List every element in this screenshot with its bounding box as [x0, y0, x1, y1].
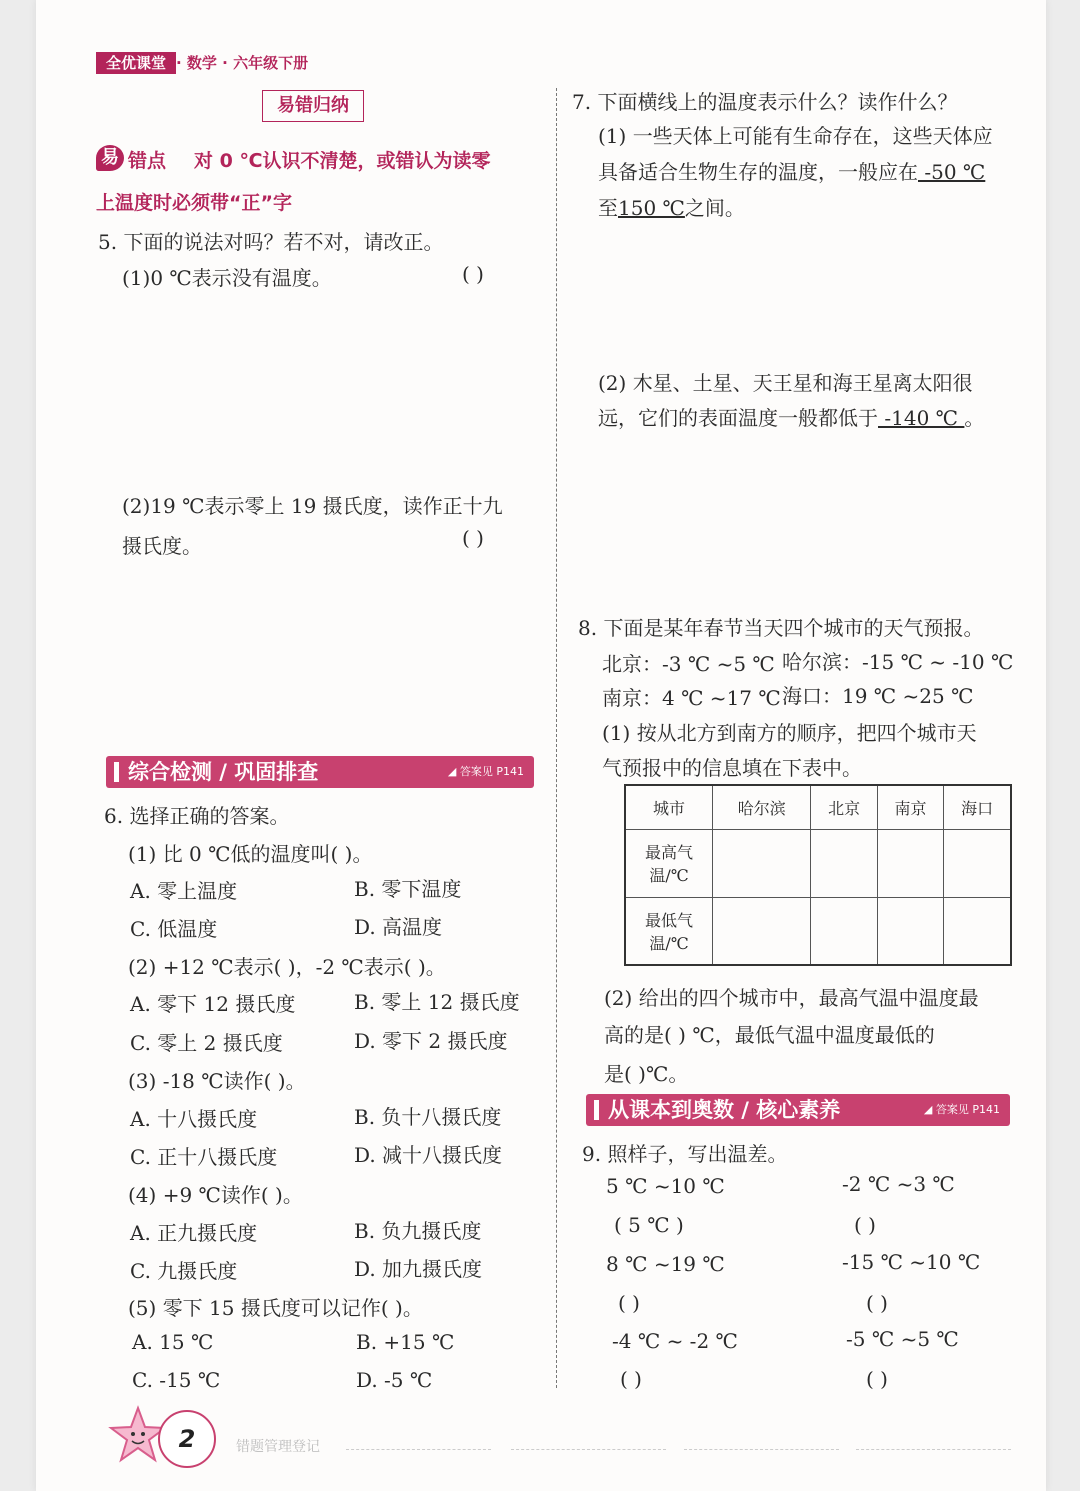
q7-part2-line2 [598, 402, 984, 431]
q5-part1-answer[interactable]: ( ) [462, 262, 484, 286]
error-badge-icon: 易 [96, 145, 124, 171]
q9-range-5: -4 ℃ ~ -2 ℃ [612, 1329, 738, 1353]
q7-part1-value1: -50 ℃ [918, 160, 986, 184]
table-cell-min-nanjing[interactable] [877, 897, 943, 965]
q6-2-stem: (2) +12 ℃表示( )，-2 ℃表示( )。 [128, 955, 446, 979]
table-row-min-label [625, 897, 713, 965]
q8-part2-line2[interactable]: 高的是( ) ℃，最低气温中温度最低的 [604, 1023, 935, 1047]
q6-2-option-d[interactable]: D. 零下 2 摄氏度 [354, 1029, 508, 1053]
table-cell-min-haikou[interactable] [944, 897, 1011, 965]
q7-part1-line3 [598, 192, 745, 221]
q7-part1-line1: (1) 一些天体上可能有生命存在，这些天体应 [598, 124, 993, 148]
q8-nanjing: 南京：4 ℃ ~17 ℃ [602, 686, 781, 710]
q9-answer-5[interactable]: ( ) [620, 1367, 642, 1391]
banner-review-answer-ref: ◢ 答案见 P141 [447, 765, 524, 778]
min-label-line1: 最低气 [644, 910, 693, 930]
table-header-beijing: 北京 [811, 785, 877, 829]
register-line [684, 1449, 839, 1450]
weather-table [624, 784, 1012, 966]
table-header-harbin: 哈尔滨 [713, 785, 811, 829]
q5-title: 5. 下面的说法对吗？若不对，请改正。 [98, 230, 444, 254]
q6-1-option-a[interactable]: A. 零上温度 [130, 879, 238, 903]
q7-part2-end: 。 [964, 406, 985, 430]
register-line [511, 1449, 666, 1450]
q9-answer-2[interactable]: ( ) [854, 1213, 876, 1237]
q8-part1-line1: (1) 按从北方到南方的顺序，把四个城市天 [602, 721, 977, 745]
banner-core [586, 1094, 1010, 1126]
q6-5-option-d[interactable]: D. -5 ℃ [356, 1368, 433, 1392]
q5-part2-answer[interactable]: ( ) [462, 526, 484, 550]
q9-range-2: -2 ℃ ~3 ℃ [842, 1172, 955, 1196]
q9-title: 9. 照样子，写出温差。 [582, 1142, 788, 1166]
q8-beijing: 北京：-3 ℃ ~5 ℃ [602, 652, 775, 676]
q6-1-option-d[interactable]: D. 高温度 [354, 915, 443, 939]
table-cell-max-nanjing[interactable] [877, 829, 943, 897]
q9-answer-1: ( 5 ℃ ) [614, 1213, 684, 1237]
q6-4-option-d[interactable]: D. 加九摄氏度 [354, 1257, 483, 1281]
table-cell-min-harbin[interactable] [713, 897, 811, 965]
table-header-nanjing: 南京 [877, 785, 943, 829]
series-logo: 全优课堂 [96, 52, 176, 74]
q6-4-option-c[interactable]: C. 九摄氏度 [130, 1259, 238, 1283]
q6-title: 6. 选择正确的答案。 [104, 804, 290, 828]
q9-range-1: 5 ℃ ~10 ℃ [606, 1174, 725, 1198]
error-register-label: 错题管理登记 [236, 1439, 320, 1455]
q6-3-option-a[interactable]: A. 十八摄氏度 [130, 1107, 258, 1131]
q6-2-option-b[interactable]: B. 零上 12 摄氏度 [354, 990, 520, 1014]
q6-3-option-b[interactable]: B. 负十八摄氏度 [354, 1105, 502, 1129]
q6-4-option-a[interactable]: A. 正九摄氏度 [130, 1221, 258, 1245]
q6-4-stem: (4) +9 ℃读作( )。 [128, 1183, 303, 1207]
q7-part2-line1: (2) 木星、土星、天王星和海王星离太阳很 [598, 371, 973, 395]
max-label-line1: 最高气 [644, 843, 693, 862]
table-cell-max-haikou[interactable] [944, 829, 1011, 897]
q6-3-option-d[interactable]: D. 减十八摄氏度 [354, 1143, 503, 1167]
subject-title: · 数学 · 六年级下册 [176, 54, 309, 72]
q6-2-option-a[interactable]: A. 零下 12 摄氏度 [130, 992, 296, 1016]
q6-3-option-c[interactable]: C. 正十八摄氏度 [130, 1145, 278, 1169]
q7-part2-text: 远，它们的表面温度一般都低于 [598, 406, 878, 430]
q5-part2-line1: (2)19 ℃表示零上 19 摄氏度，读作正十九 [122, 494, 503, 518]
table-cell-max-beijing[interactable] [811, 829, 877, 897]
register-line [346, 1449, 491, 1450]
q6-2-option-c[interactable]: C. 零上 2 摄氏度 [130, 1031, 283, 1055]
q7-title: 7. 下面横线上的温度表示什么？读作什么？ [572, 90, 958, 114]
page-number: 2 [158, 1410, 216, 1468]
banner-core-answer-ref: ◢ 答案见 P141 [923, 1103, 1000, 1116]
table-header-haikou: 海口 [944, 785, 1011, 829]
q7-part1-value2: 150 ℃ [618, 196, 685, 220]
table-header-city: 城市 [625, 785, 713, 829]
banner-bar-icon [594, 1100, 599, 1120]
q8-title: 8. 下面是某年春节当天四个城市的天气预报。 [578, 616, 984, 640]
q7-part1-text: 具备适合生物生存的温度，一般应在 [598, 160, 918, 184]
q6-3-stem: (3) -18 ℃读作( )。 [128, 1069, 306, 1093]
q6-4-option-b[interactable]: B. 负九摄氏度 [354, 1219, 482, 1243]
banner-review-title: 综合检测 / 巩固排查 [128, 760, 319, 784]
q9-answer-4[interactable]: ( ) [866, 1291, 888, 1315]
banner-review [106, 756, 534, 788]
max-label-line2: 温/℃ [649, 866, 689, 885]
q8-part1-line2: 气预报中的信息填在下表中。 [602, 756, 862, 780]
q7-part1-line2 [598, 156, 985, 185]
q8-part2-line1: (2) 给出的四个城市中，最高气温中温度最 [604, 986, 979, 1010]
q9-answer-6[interactable]: ( ) [866, 1367, 888, 1391]
register-line [856, 1449, 1011, 1450]
q6-1-option-c[interactable]: C. 低温度 [130, 917, 218, 941]
q6-1-option-b[interactable]: B. 零下温度 [354, 877, 462, 901]
q9-range-3: 8 ℃ ~19 ℃ [606, 1252, 725, 1276]
column-divider [556, 88, 557, 1388]
q9-answer-3[interactable]: ( ) [618, 1291, 640, 1315]
q7-part1-to: 至 [598, 196, 618, 220]
q6-5-option-c[interactable]: C. -15 ℃ [132, 1368, 221, 1392]
q6-1-stem: (1) 比 0 ℃低的温度叫( )。 [128, 842, 373, 866]
section-tag: 易错归纳 [262, 90, 364, 122]
q5-part1: (1)0 ℃表示没有温度。 [122, 266, 332, 290]
q7-part1-end: 之间。 [684, 196, 745, 220]
error-line2: 上温度时必须带“正”字 [96, 192, 292, 214]
table-cell-max-harbin[interactable] [713, 829, 811, 897]
workbook-page [36, 0, 1046, 1491]
q6-5-option-b[interactable]: B. +15 ℃ [356, 1330, 455, 1354]
error-line1: 对 0 ℃认识不清楚，或错认为读零 [194, 150, 491, 172]
q8-harbin: 哈尔滨：-15 ℃ ~ -10 ℃ [782, 650, 1014, 674]
q8-part2-line3[interactable]: 是( )℃。 [604, 1062, 689, 1086]
q9-range-4: -15 ℃ ~10 ℃ [842, 1250, 981, 1274]
banner-bar-icon [114, 762, 119, 782]
banner-core-title: 从课本到奥数 / 核心素养 [608, 1098, 841, 1122]
q6-5-option-a[interactable]: A. 15 ℃ [132, 1330, 214, 1354]
table-row-max-label [625, 829, 713, 897]
q9-range-6: -5 ℃ ~5 ℃ [846, 1327, 959, 1351]
min-label-line2: 温/℃ [649, 933, 689, 953]
table-cell-min-beijing[interactable] [811, 897, 877, 965]
q5-part2-line2: 摄氏度。 [122, 534, 202, 558]
q6-5-stem: (5) 零下 15 摄氏度可以记作( )。 [128, 1296, 423, 1320]
q8-haikou: 海口：19 ℃ ~25 ℃ [782, 684, 974, 708]
q7-part2-value: -140 ℃ [878, 406, 965, 430]
error-label: 错点 [128, 150, 167, 172]
